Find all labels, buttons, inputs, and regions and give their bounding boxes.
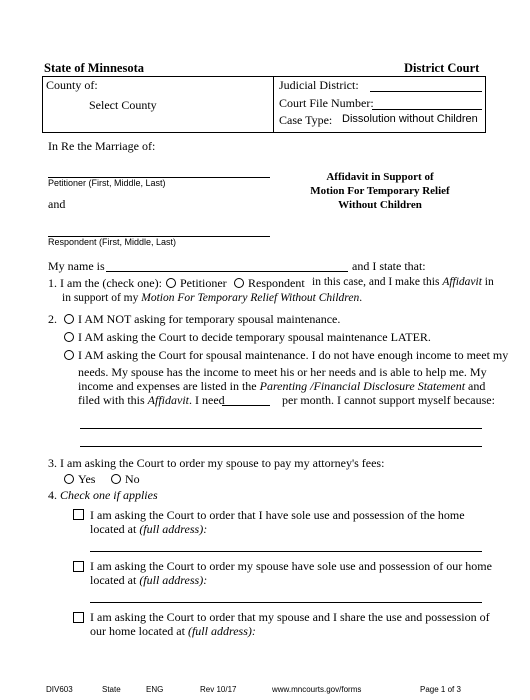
home-shared-checkbox[interactable] [73,612,84,623]
doc-title-line2: Motion For Temporary Relief [310,185,450,197]
item1-in: in [484,276,494,288]
address-b-field[interactable] [90,602,482,603]
amount-needed-field[interactable] [222,405,270,406]
name-field[interactable] [106,271,348,272]
county-select[interactable]: Select County [89,98,157,112]
item2-c-line3-b: Parenting /Financial Disclosure Statement [259,379,466,393]
item1-line2-italic: Motion For Temporary Relief Without Children [141,292,360,304]
name-prefix: My name is [48,259,105,273]
item4-heading-text: Check one if applies [60,488,158,502]
home-sole-self-checkbox[interactable] [73,509,84,520]
reason-line-1[interactable] [80,428,482,429]
item4-b-italic: (full address): [139,573,208,587]
footer-language: ENG [146,685,164,694]
item4-a-line2 [90,522,207,537]
caption-divider [273,77,274,132]
item2-number: 2. [48,312,57,326]
item1-line2 [62,292,362,304]
checkbox-b-wrap[interactable] [73,561,84,576]
item2-c-line4 [78,393,225,408]
and-label: and [48,197,66,211]
item2-c-line4-b: Affidavit [147,393,189,407]
respondent-radio-option[interactable] [234,276,305,291]
item2-option-a-label: I AM NOT asking for temporary spousal maintenance. [78,312,341,326]
item4-b-line2 [90,573,207,588]
item4-b-located: located at [90,573,137,587]
item2-c-line4-c: . I need [189,393,225,407]
petitioner-radio-option[interactable] [166,276,227,291]
item1-continued-text: in this case, and I make this [312,276,440,288]
footer-form-id: DIV603 [46,685,73,694]
court-file-field[interactable] [372,109,482,110]
item2-c-line3 [78,379,485,394]
item1-affidavit: Affidavit [442,276,482,288]
doc-title-line3: Without Children [338,199,422,211]
fees-no-label: No [125,472,140,486]
item3-label: 3. I am asking the Court to order my spouse to pay my attorney's fees: [48,456,385,470]
item1-label: 1. I am the (check one): [48,276,162,290]
item4-c-located: our home located at [90,624,185,638]
petitioner-radio-label: Petitioner [180,276,227,290]
item4-c-line2 [90,624,256,639]
footer-agency: State [102,685,121,694]
reason-line-2[interactable] [80,446,482,447]
item4-number: 4. [48,488,57,502]
item4-c-italic: (full address): [187,624,256,638]
respondent-radio-label: Respondent [248,276,305,290]
fees-no-radio[interactable] [111,474,121,484]
judicial-district-field[interactable] [370,91,482,92]
item2-option-c[interactable] [64,348,508,363]
state-title: State of Minnesota [44,61,144,75]
fees-yes-label: Yes [78,472,96,486]
item1-continued [312,276,494,288]
item2-c-line2: needs. My spouse has the income to meet his or her needs and is able to help me. My [78,365,487,379]
item2-radio-b[interactable] [64,332,74,342]
item4-b-line1: I am asking the Court to order my spouse have sole use and possession of our home [90,559,492,573]
item4-a-line1: I am asking the Court to order that I have sole use and possession of the home [90,508,465,522]
item2-c-line3-a: income and expenses are listed in the [78,379,257,393]
item2-option-c-label: I AM asking the Court for spousal maintenance. I do not have enough income to meet my [78,348,509,362]
item2-radio-a[interactable] [64,314,74,324]
respondent-radio[interactable] [234,278,244,288]
item2-radio-c[interactable] [64,350,74,360]
address-a-field[interactable] [90,551,482,552]
item4-a-located: located at [90,522,137,536]
item4-a-italic: (full address): [139,522,208,536]
item2-c-line3-c: and [468,379,486,393]
fees-yes-radio[interactable] [64,474,74,484]
item2-option-b[interactable] [64,330,431,345]
item2-option-a[interactable] [64,312,340,327]
fees-yes-option[interactable] [64,472,95,487]
footer-revision: Rev 10/17 [200,685,237,694]
respondent-label: Respondent (First, Middle, Last) [48,237,177,247]
name-suffix: and I state that: [352,259,426,273]
item4-heading [48,488,158,503]
item1-line2-end: . [359,292,363,304]
court-file-label: Court File Number: [279,96,374,110]
doc-title-line1: Affidavit in Support of [326,171,434,183]
item4-c-line1: I am asking the Court to order that my spouse and I share the use and possession of [90,610,490,624]
case-type-value[interactable]: Dissolution without Children [342,113,478,125]
footer-url[interactable]: www.mncourts.gov/forms [272,685,362,694]
item2-c-line4-d: per month. I cannot support myself because: [282,393,495,407]
item2-c-line4-a: filed with this [78,393,145,407]
checkbox-a-wrap[interactable] [73,509,84,524]
petitioner-radio[interactable] [166,278,176,288]
petitioner-label: Petitioner (First, Middle, Last) [48,178,166,188]
fees-no-option[interactable] [111,472,140,487]
item1-line2-prefix: in support of my [62,292,139,304]
item2-option-b-label: I AM asking the Court to decide temporary spousal maintenance LATER. [78,330,431,344]
county-label: County of: [46,78,98,92]
case-type-label: Case Type: [279,113,333,127]
judicial-district-label: Judicial District: [279,78,359,92]
home-sole-spouse-checkbox[interactable] [73,561,84,572]
in-re-label: In Re the Marriage of: [48,139,156,153]
checkbox-c-wrap[interactable] [73,612,84,627]
footer-page: Page 1 of 3 [420,685,461,694]
court-title: District Court [404,61,480,75]
